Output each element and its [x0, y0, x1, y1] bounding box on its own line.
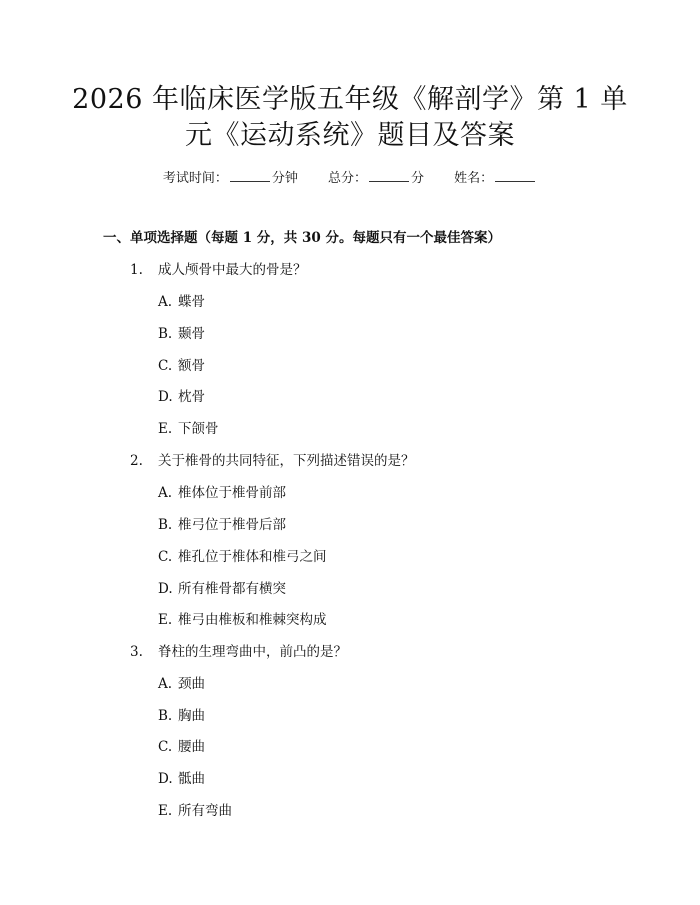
option-text: 骶曲 [178, 771, 205, 787]
option-text: 椎体位于椎骨前部 [178, 485, 286, 501]
question-number: 3. [130, 644, 143, 660]
question-2 [130, 451, 415, 471]
name-field [454, 168, 537, 189]
option-3d [158, 769, 205, 789]
option-text: 椎孔位于椎体和椎弓之间 [178, 549, 327, 565]
option-letter: E. [158, 803, 173, 819]
option-3e [158, 801, 232, 821]
option-letter: A. [158, 676, 173, 692]
option-letter: E. [158, 612, 173, 628]
option-letter: C. [158, 739, 173, 755]
option-1d [158, 387, 205, 407]
exam-time-blank [230, 168, 270, 182]
option-text: 蝶骨 [178, 294, 205, 310]
option-letter: B. [158, 708, 173, 724]
option-letter: A. [158, 485, 173, 501]
document-title-line-2: 元《运动系统》题目及答案 [185, 120, 515, 151]
option-text: 颞骨 [178, 326, 205, 342]
option-letter: B. [158, 517, 173, 533]
option-2b [158, 515, 286, 535]
option-text: 下颌骨 [178, 421, 219, 437]
total-score-field [328, 168, 424, 189]
option-text: 颈曲 [178, 676, 205, 692]
name-blank [495, 168, 535, 182]
exam-meta [0, 168, 700, 189]
question-text: 成人颅骨中最大的骨是？ [158, 262, 307, 278]
question-number: 2. [130, 453, 143, 469]
option-letter: C. [158, 358, 173, 374]
option-text: 腰曲 [178, 739, 205, 755]
option-3c [158, 737, 205, 757]
option-text: 额骨 [178, 358, 205, 374]
option-2a [158, 483, 286, 503]
option-3a [158, 674, 205, 694]
option-2e [158, 610, 327, 630]
option-text: 椎弓位于椎骨后部 [178, 517, 286, 533]
option-1e [158, 419, 219, 439]
question-text: 脊柱的生理弯曲中，前凸的是？ [158, 644, 347, 660]
option-text: 枕骨 [178, 389, 205, 405]
total-score-blank [369, 168, 409, 182]
option-letter: A. [158, 294, 173, 310]
exam-time-label: 考试时间： [162, 171, 228, 186]
option-1b [158, 324, 205, 344]
option-text: 所有弯曲 [178, 803, 232, 819]
total-score-unit: 分 [411, 171, 425, 186]
option-2d [158, 579, 286, 599]
question-1 [130, 260, 307, 280]
option-letter: D. [158, 581, 173, 597]
name-label: 姓名： [454, 171, 494, 186]
option-1a [158, 292, 205, 312]
exam-time-unit: 分钟 [271, 171, 298, 186]
option-text: 所有椎骨都有横突 [178, 581, 286, 597]
total-score-label: 总分： [327, 171, 367, 186]
option-1c [158, 356, 205, 376]
exam-time-field [163, 168, 298, 189]
question-number: 1. [130, 262, 143, 278]
option-3b [158, 706, 205, 726]
option-letter: E. [158, 421, 173, 437]
option-letter: D. [158, 389, 173, 405]
option-2c [158, 547, 327, 567]
option-letter: C. [158, 549, 173, 565]
question-3 [130, 642, 347, 662]
option-letter: B. [158, 326, 173, 342]
section-heading: 一、单项选择题（每题 1 分，共 30 分。每题只有一个最佳答案） [103, 230, 501, 246]
question-text: 关于椎骨的共同特征，下列描述错误的是？ [158, 453, 415, 469]
document-title-line-1: 2026 年临床医学版五年级《解剖学》第 1 单 [72, 84, 628, 115]
option-text: 椎弓由椎板和椎棘突构成 [178, 612, 327, 628]
option-letter: D. [158, 771, 173, 787]
option-text: 胸曲 [178, 708, 205, 724]
